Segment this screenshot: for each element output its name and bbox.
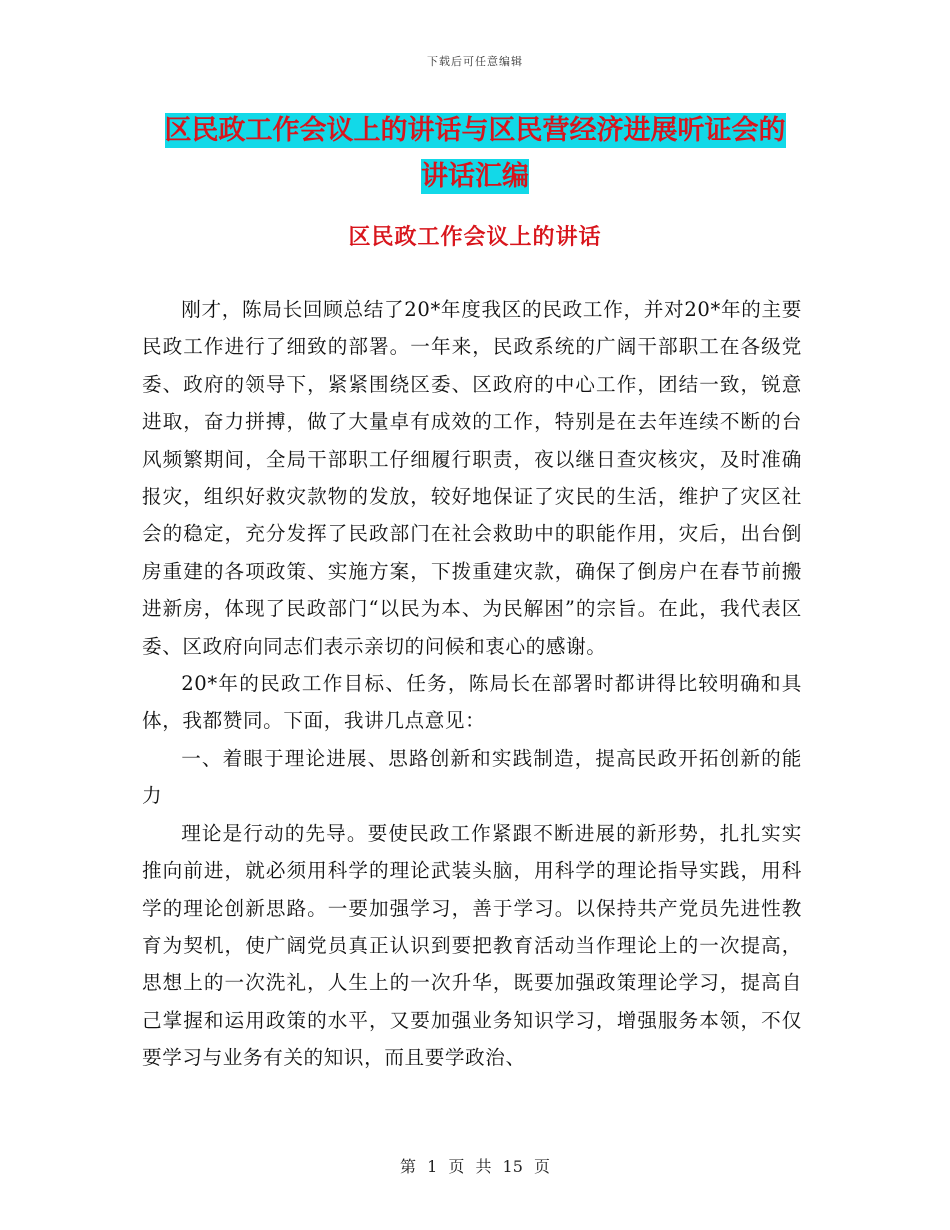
- paragraph: 20*年的民政工作目标、任务，陈局长在部署时都讲得比较明确和具体，我都赞同。下面，我讲几点意见：: [142, 672, 802, 733]
- title-line-1: 区民政工作会议上的讲话与区民营经济进展听证会的: [164, 115, 786, 146]
- body-text: [142, 291, 802, 1077]
- paragraph: 理论是行动的先导。要使民政工作紧跟不断进展的新形势，扎扎实实推向前进，就必须用科学的理论武装头脑，用科学的理论指导实践，用科学的理论创新思路。一要加强学习，善于学习。以保持共产党员先进性教育为契机，使广阔党员真正认识到要把教育活动当作理论上的一次提高，思想上的一次洗礼，人生上的一次升华，既要加强政策理论学习，提高自己掌握和运用政策的水平，又要加强业务知识学习，增强服务本领，不仅要学习与业务有关的知识，而且要学政治、: [142, 821, 802, 1070]
- header-note: 下载后可任意编辑: [427, 55, 523, 68]
- title-line-2: 讲话汇编: [421, 161, 529, 192]
- document-title: [120, 108, 830, 200]
- paragraph: 刚才，陈局长回顾总结了20*年度我区的民政工作，并对20*年的主要民政工作进行了细致的部署。一年来，民政系统的广阔干部职工在各级党委、政府的领导下，紧紧围绕区委、区政府的中心工作，团结一致，锐意进取，奋力拼搏，做了大量卓有成效的工作，特别是在去年连续不断的台风频繁期间，全局干部职工仔细履行职责，夜以继日查灾核灾，及时准确报灾，组织好救灾款物的发放，较好地保证了灾民的生活，维护了灾区社会的稳定，充分发挥了民政部门在社会救助中的职能作用，灾后，出台倒房重建的各项政策、实施方案，下拨重建灾款，确保了倒房户在春节前搬进新房，体现了民政部门“以民为本、为民解困”的宗旨。在此，我代表区委、区政府向同志们表示亲切的问候和衷心的感谢。: [142, 298, 802, 658]
- page-footer: 第 1 页 共 15 页: [400, 1157, 550, 1176]
- paragraph: 一、着眼于理论进展、思路创新和实践制造，提高民政开拓创新的能力: [142, 746, 802, 808]
- section-title: 区民政工作会议上的讲话: [348, 224, 602, 250]
